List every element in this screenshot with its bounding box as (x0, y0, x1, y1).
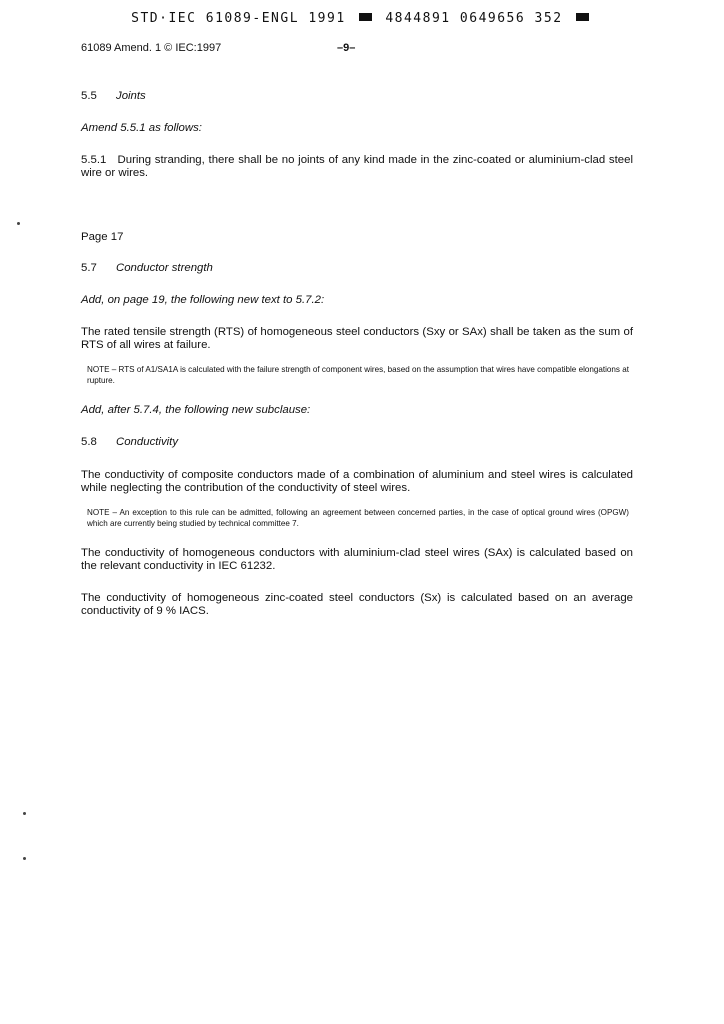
conductivity-paragraph-1: The conductivity of composite conductors made of a combination of aluminium and steel wires is calculated while neglecting the contribution of the conductivity of steel wires. (81, 469, 633, 494)
document-stamp (0, 11, 724, 26)
clause-5-5-1: 5.5.1 During stranding, there shall be no joints of any kind made in the zinc-coated or aluminium-clad steel wire or wires. (81, 154, 637, 179)
section-title: Conductor strength (116, 262, 213, 274)
scan-speck (23, 857, 26, 860)
stamp-text-part1: STD·IEC 61089-ENGL 1991 (131, 11, 346, 26)
amend-instruction: Amend 5.5.1 as follows: (81, 122, 202, 134)
add-instruction-page-19: Add, on page 19, the following new text to 5.7.2: (81, 294, 325, 306)
scan-speck (17, 222, 20, 225)
page-reference: Page 17 (81, 231, 124, 243)
add-instruction-5-7-4: Add, after 5.7.4, the following new subclause: (81, 404, 311, 416)
section-heading-5-5 (81, 90, 633, 103)
conductivity-paragraph-3: The conductivity of homogeneous zinc-coated steel conductors (Sx) is calculated based on an average conductivity of 9 % IACS. (81, 592, 633, 617)
section-number: 5.5 (81, 90, 97, 102)
section-title: Conductivity (116, 436, 179, 448)
scan-speck (23, 812, 26, 815)
section-number: 5.7 (81, 262, 97, 274)
note-rts: NOTE – RTS of A1/SA1A is calculated with the failure strength of component wires, based on the assumption that wires have compatible elongations at rupture. (87, 365, 629, 385)
section-title: Joints (116, 90, 146, 102)
section-number: 5.8 (81, 436, 97, 448)
section-heading-5-8 (81, 436, 633, 449)
stamp-block-mark (576, 13, 589, 21)
document-reference: 61089 Amend. 1 © IEC:1997 (81, 42, 222, 54)
section-heading-5-7 (81, 262, 633, 275)
page-number: –9– (337, 42, 356, 54)
conductivity-paragraph-2: The conductivity of homogeneous conductors with aluminium-clad steel wires (SAx) is calculated based on the relevant conductivity in IEC 61232. (81, 547, 633, 572)
note-exception: NOTE – An exception to this rule can be admitted, following an agreement between concerned parties, in the case of optical ground wires (OPGW) which are currently being studied by technical committee 7. (87, 508, 629, 528)
stamp-text-part2: 4844891 0649656 352 (385, 11, 563, 26)
stamp-block-mark (359, 13, 372, 21)
rts-paragraph: The rated tensile strength (RTS) of homogeneous steel conductors (Sxy or SAx) shall be taken as the sum of RTS of all wires at failure. (81, 326, 633, 351)
